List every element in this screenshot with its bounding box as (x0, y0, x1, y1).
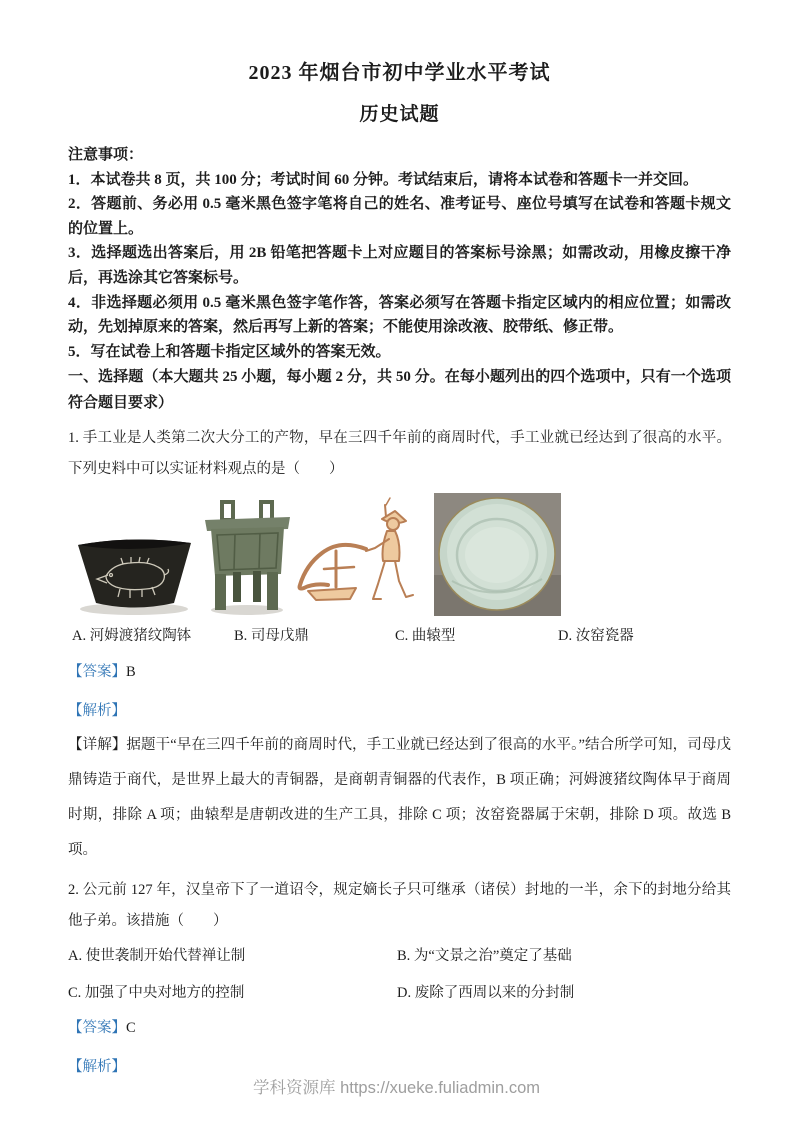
q2-option-b: B. 为“文景之治”奠定了基础 (397, 948, 572, 965)
page-title: 2023 年烟台市初中学业水平考试 (248, 62, 551, 84)
q1-answer-line (68, 657, 731, 687)
image-ru-kiln-porcelain-plate (434, 493, 561, 616)
bronze-ding-icon (201, 498, 294, 616)
q2-option-a: A. 使世袭制开始代替禅让制 (68, 948, 246, 965)
notice-item-4: 4．非选择题必须用 0.5 毫米黑色签字笔作答，答案必须写在答题卡指定区域内的相应位置；如需改动，先划掉原来的答案，然后再写上新的答案；不能使用涂改液、胶带纸、修正带。 (68, 294, 731, 336)
q1-figures (68, 491, 731, 616)
q1-option-d: D. 汝窑瓷器 (558, 628, 634, 645)
q1-stem: 1. 手工业是人类第二次大分工的产物，早在三四千年前的商周时代，手工业就已经达到了很高的水平。下列史料中可以实证材料观点的是（ ） (68, 430, 731, 478)
image-simuwu-ding-bronze-vessel (201, 498, 294, 616)
notice-item-3: 3．选择题选出答案后，用 2B 铅笔把答题卡上对应题目的答案标号涂黑；如需改动，用橡皮擦干净后，再选涂其它答案标号。 (68, 245, 731, 286)
q1-option-captions (68, 624, 731, 648)
q1-answer-value: B (126, 664, 136, 681)
q1-analysis-label: 【解析】 (68, 703, 126, 720)
celadon-plate-icon (434, 493, 561, 616)
q2-options (68, 946, 731, 1004)
section-heading: 一、选择题（本大题共 25 小题，每小题 2 分，共 50 分。在每小题列出的四个选项中，只有一个选项符合题目要求） (68, 369, 731, 411)
page-subtitle: 历史试题 (359, 104, 440, 125)
q1-detail-paragraph: 【详解】据题干“早在三四千年前的商周时代，手工业就已经达到了很高的水平。”结合所学可知，司母戊鼎铸造于商代，是世界上最大的青铜器，是商朝青铜器的代表作，B 项正确；河姆渡猪纹陶体早于商周时期，排除 A 项；曲辕犁是唐朝改进的生产工具，排除 C 项；汝窑瓷器属于宋朝，排除 D 项。故选 B 项。 (68, 737, 731, 859)
q1-option-c: C. 曲辕型 (395, 628, 456, 645)
pottery-bowl-icon (68, 531, 201, 616)
notice-item-1: 1．本试卷共 8 页，共 100 分；考试时间 60 分钟。考试结束后，请将本试卷和答题卡一并交回。 (68, 171, 699, 188)
notice-item-5: 5．写在试卷上和答题卡指定区域外的答案无效。 (68, 343, 391, 360)
notice-heading: 注意事项： (68, 147, 144, 163)
q2-option-d: D. 废除了西周以来的分封制 (397, 985, 575, 1002)
q2-option-c: C. 加强了中央对地方的控制 (68, 985, 245, 1002)
q1-option-b: B. 司母戊鼎 (234, 628, 309, 645)
image-quyuan-plow-farmer-drawing (294, 491, 434, 616)
image-hemudu-pig-pattern-pottery-bowl (68, 531, 201, 616)
q2-answer-value: C (126, 1020, 136, 1037)
q2-stem: 2. 公元前 127 年，汉皇帝下了一道诏令，规定嫡长子只可继承（诸侯）封地的一半，余下的封地分给其他子弟。该措施（ ） (68, 882, 731, 930)
q2-answer-line (68, 1013, 731, 1043)
q1-answer-label: 【答案】 (68, 664, 126, 681)
q1-option-a: A. 河姆渡猪纹陶钵 (72, 628, 192, 645)
q2-analysis-label: 【解析】 (68, 1059, 126, 1076)
notice-item-2: 2．答题前、务必用 0.5 毫米黑色签字笔将自己的姓名、准考证号、座位号填写在试卷和答题卡规文的位置上。 (68, 196, 731, 237)
q1-analysis-line (68, 696, 731, 726)
plow-farmer-icon (294, 491, 434, 616)
watermark-footer: 学科资源库 https://xueke.fuliadmin.com (252, 1079, 540, 1097)
notice-section (68, 143, 731, 364)
q2-answer-label: 【答案】 (68, 1020, 126, 1037)
